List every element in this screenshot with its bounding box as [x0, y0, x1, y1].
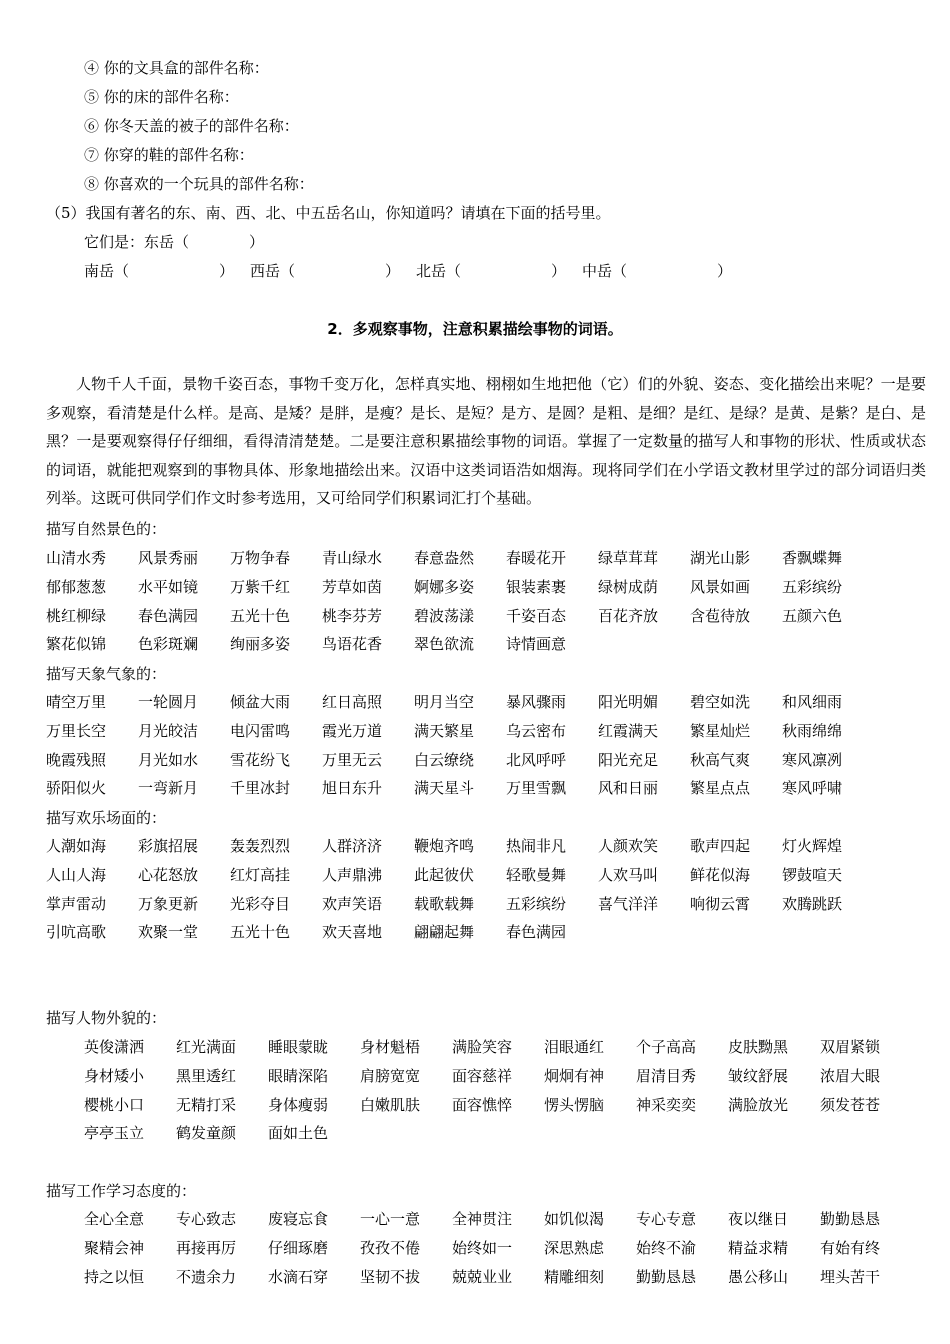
word-item: 繁花似锦: [46, 635, 107, 654]
word-item: 如饥似渴: [544, 1210, 605, 1228]
word-item: 碧波荡漾: [414, 606, 475, 625]
word-row: [84, 1037, 950, 1057]
word-item: 皮肤黝黑: [728, 1038, 789, 1056]
word-item: 山清水秀: [46, 549, 107, 567]
word-item: 桃红柳绿: [46, 606, 107, 625]
word-item: 轻歌曼舞: [506, 865, 567, 884]
word-row: [46, 634, 926, 654]
word-item: 万里长空: [46, 721, 107, 740]
word-item: 热闹非凡: [506, 837, 567, 855]
question-5-line2: [84, 261, 732, 281]
word-item: 五光十色: [230, 606, 291, 625]
word-item: 欢天喜地: [322, 923, 383, 942]
word-item: 响彻云霄: [690, 894, 751, 913]
word-item: 明月当空: [414, 693, 475, 711]
word-item: 不遗余力: [176, 1267, 237, 1286]
word-item: 满天繁星: [414, 721, 475, 740]
word-item: 浓眉大眼: [820, 1066, 881, 1085]
word-item: 愚公移山: [728, 1267, 789, 1286]
word-item: 灯火辉煌: [782, 837, 843, 855]
word-item: 孜孜不倦: [360, 1238, 421, 1257]
word-item: 春意盎然: [414, 549, 475, 567]
question-5-prompt: （5）我国有著名的东、南、西、北、中五岳名山，你知道吗？请填在下面的括号里。: [46, 204, 611, 222]
group-heading: 描写天象气象的：: [46, 665, 167, 683]
word-row: [46, 750, 926, 770]
word-item: 欢声笑语: [322, 894, 383, 913]
word-item: 翠色欲流: [414, 635, 475, 654]
section-title: 2．多观察事物，注意积累描绘事物的词语。: [327, 320, 623, 338]
word-item: 轰轰烈烈: [230, 837, 291, 855]
word-item: 和风细雨: [782, 693, 843, 711]
word-row: [46, 577, 926, 597]
word-item: 满脸放光: [728, 1095, 789, 1114]
word-item: 引吭高歌: [46, 923, 107, 942]
word-item: 银装素裹: [506, 577, 567, 596]
list-item-8: ⑧ 你喜欢的一个玩具的部件名称：: [84, 175, 314, 193]
word-item: 勤勤恳恳: [820, 1210, 881, 1228]
word-row: [84, 1209, 950, 1229]
group-heading: 描写人物外貌的：: [46, 1009, 167, 1027]
word-item: 雪花纷飞: [230, 750, 291, 769]
word-item: 晴空万里: [46, 693, 107, 711]
word-item: 芳草如茵: [322, 577, 383, 596]
word-item: 身材矮小: [84, 1066, 145, 1085]
word-row: [84, 1095, 950, 1115]
word-item: 面如土色: [268, 1124, 329, 1143]
word-item: 秋雨绵绵: [782, 721, 843, 740]
word-row: [46, 865, 926, 885]
word-row: [84, 1123, 950, 1143]
word-row: [46, 836, 926, 856]
word-row: [46, 778, 926, 798]
word-item: 百花齐放: [598, 606, 659, 625]
word-item: 红日高照: [322, 693, 383, 711]
word-item: 湖光山影: [690, 549, 751, 567]
word-item: 青山绿水: [322, 549, 383, 567]
word-row: [46, 606, 926, 626]
list-item-6: ⑥ 你冬天盖的被子的部件名称：: [84, 117, 299, 135]
word-item: 白嫩肌肤: [360, 1095, 421, 1114]
word-item: 水平如镜: [138, 577, 199, 596]
word-item: 五颜六色: [782, 606, 843, 625]
word-item: 埋头苦干: [820, 1267, 881, 1286]
word-item: 炯炯有神: [544, 1066, 605, 1085]
answer-blank-middle: 中岳（ ）: [582, 262, 733, 280]
word-item: 面容慈祥: [452, 1066, 513, 1085]
word-item: 一轮圆月: [138, 693, 199, 711]
word-item: 彩旗招展: [138, 837, 199, 855]
word-item: 愣头愣脑: [544, 1095, 605, 1114]
word-item: 载歌载舞: [414, 894, 475, 913]
word-row: [46, 894, 926, 914]
word-item: 倾盆大雨: [230, 693, 291, 711]
word-item: 满天星斗: [414, 779, 475, 798]
word-item: 人声鼎沸: [322, 865, 383, 884]
word-item: 霞光万道: [322, 721, 383, 740]
word-item: 北风呼呼: [506, 750, 567, 769]
word-item: 仔细琢磨: [268, 1238, 329, 1257]
word-item: 双眉紧锁: [820, 1038, 881, 1056]
word-item: 面容憔悴: [452, 1095, 513, 1114]
word-item: 鹤发童颜: [176, 1124, 237, 1143]
word-item: 红霞满天: [598, 721, 659, 740]
list-item-4: ④ 你的文具盒的部件名称：: [84, 59, 269, 77]
word-item: 月光皎洁: [138, 721, 199, 740]
word-item: 风和日丽: [598, 779, 659, 798]
word-item: 欢聚一堂: [138, 923, 199, 942]
word-item: 精雕细刻: [544, 1267, 605, 1286]
answer-blank-west: 西岳（ ）: [250, 262, 401, 280]
word-item: 含苞待放: [690, 606, 751, 625]
word-item: 樱桃小口: [84, 1095, 145, 1114]
word-item: 旭日东升: [322, 779, 383, 798]
word-item: 春暖花开: [506, 549, 567, 567]
word-item: 有始有终: [820, 1238, 881, 1257]
word-item: 全神贯注: [452, 1210, 513, 1228]
word-item: 人潮如海: [46, 837, 107, 855]
word-item: 掌声雷动: [46, 894, 107, 913]
word-item: 身体瘦弱: [268, 1095, 329, 1114]
word-item: 此起彼伏: [414, 865, 475, 884]
word-item: 神采奕奕: [636, 1095, 697, 1114]
word-item: 万物争春: [230, 549, 291, 567]
word-item: 再接再厉: [176, 1238, 237, 1257]
word-item: 黑里透红: [176, 1066, 237, 1085]
word-item: 绿树成荫: [598, 577, 659, 596]
list-item-7: ⑦ 你穿的鞋的部件名称：: [84, 146, 254, 164]
word-row: [84, 1238, 950, 1258]
word-item: 喜气洋洋: [598, 894, 659, 913]
word-item: 红光满面: [176, 1038, 237, 1056]
word-item: 一弯新月: [138, 779, 199, 798]
word-item: 光彩夺目: [230, 894, 291, 913]
word-item: 专心致志: [176, 1210, 237, 1228]
word-item: 肩膀宽宽: [360, 1066, 421, 1085]
word-item: 香飘蝶舞: [782, 549, 843, 567]
word-item: 鲜花似海: [690, 865, 751, 884]
word-row: [46, 721, 926, 741]
word-item: 阳光明媚: [598, 693, 659, 711]
word-item: 夜以继日: [728, 1210, 789, 1228]
word-item: 乌云密布: [506, 721, 567, 740]
word-item: 晚霞残照: [46, 750, 107, 769]
word-item: 月光如水: [138, 750, 199, 769]
word-item: 英俊潇洒: [84, 1038, 145, 1056]
word-item: 须发苍苍: [820, 1095, 881, 1114]
word-item: 碧空如洗: [690, 693, 751, 711]
group-heading: 描写工作学习态度的：: [46, 1182, 197, 1200]
word-item: 无精打采: [176, 1095, 237, 1114]
word-item: 鸟语花香: [322, 635, 383, 654]
word-item: 眉清目秀: [636, 1066, 697, 1085]
word-item: 绿草茸茸: [598, 549, 659, 567]
word-item: 眼睛深陷: [268, 1066, 329, 1085]
word-item: 郁郁葱葱: [46, 577, 107, 596]
word-item: 废寝忘食: [268, 1210, 329, 1228]
word-item: 骄阳似火: [46, 779, 107, 798]
word-item: 五彩缤纷: [782, 577, 843, 596]
word-item: 电闪雷鸣: [230, 721, 291, 740]
word-item: 始终如一: [452, 1238, 513, 1257]
word-item: 翩翩起舞: [414, 923, 475, 942]
list-item-5: ⑤ 你的床的部件名称：: [84, 88, 239, 106]
word-item: 风景秀丽: [138, 549, 199, 567]
word-item: 人欢马叫: [598, 865, 659, 884]
word-item: 万里雪飘: [506, 779, 567, 798]
word-item: 五彩缤纷: [506, 894, 567, 913]
word-item: 秋高气爽: [690, 750, 751, 769]
word-item: 千姿百态: [506, 606, 567, 625]
word-item: 鞭炮齐鸣: [414, 837, 475, 855]
word-item: 水滴石穿: [268, 1267, 329, 1286]
question-5-line1: 它们是：东岳（ ）: [84, 233, 265, 251]
word-item: 寒风呼啸: [782, 779, 843, 798]
word-item: 精益求精: [728, 1238, 789, 1257]
answer-blank-south: 南岳（ ）: [84, 262, 235, 280]
word-item: 专心专意: [636, 1210, 697, 1228]
word-item: 人群济济: [322, 837, 383, 855]
word-row: [46, 548, 926, 568]
word-item: 深思熟虑: [544, 1238, 605, 1257]
word-item: 万里无云: [322, 750, 383, 769]
word-item: 千里冰封: [230, 779, 291, 798]
intro-paragraph: 人物千人千面，景物千姿百态，事物千变万化，怎样真实地、栩栩如生地把他（它）们的外貌、姿态、变化描绘出来呢？一是要多观察，看清楚是什么样。是高、是矮？是胖，是瘦？是长、是短？是方、是圆？是粗、是细？是红、是绿？是黄、是紫？是白、是黑？一是要观察得仔仔细细，看得清清楚楚。二是要注意积累描绘事物的词语。掌握了一定数量的描写人和事物的形状、性质或状态的词语，就能把观察到的事物具体、形象地描绘出来。汉语中这类词语浩如烟海。现将同学们在小学语文教材里学过的部分词语归类列举。这既可供同学们作文时参考选用，又可给同学们积累词汇打个基础。: [46, 375, 926, 508]
word-item: 诗情画意: [506, 635, 567, 654]
word-item: 春色满园: [506, 923, 567, 942]
word-item: 满脸笑容: [452, 1038, 513, 1056]
word-item: 人山人海: [46, 865, 107, 884]
word-item: 人颜欢笑: [598, 837, 659, 855]
word-item: 春色满园: [138, 606, 199, 625]
word-item: 阳光充足: [598, 750, 659, 769]
word-item: 白云缭绕: [414, 750, 475, 769]
word-item: 婀娜多姿: [414, 577, 475, 596]
word-item: 聚精会神: [84, 1238, 145, 1257]
word-item: 全心全意: [84, 1210, 145, 1228]
word-item: 歌声四起: [690, 837, 751, 855]
group-heading: 描写自然景色的：: [46, 520, 167, 538]
word-item: 锣鼓喧天: [782, 865, 843, 884]
word-item: 万紫千红: [230, 577, 291, 596]
word-item: 色彩斑斓: [138, 635, 199, 654]
word-item: 欢腾跳跃: [782, 894, 843, 913]
word-item: 持之以恒: [84, 1267, 145, 1286]
word-row: [46, 692, 926, 712]
word-item: 个子高高: [636, 1038, 697, 1056]
word-item: 红灯高挂: [230, 865, 291, 884]
word-item: 皱纹舒展: [728, 1066, 789, 1085]
word-item: 心花怒放: [138, 865, 199, 884]
group-heading: 描写欢乐场面的：: [46, 809, 167, 827]
answer-blank-north: 北岳（ ）: [416, 262, 567, 280]
word-item: 一心一意: [360, 1210, 421, 1228]
word-row: [84, 1267, 950, 1287]
word-item: 风景如画: [690, 577, 751, 596]
word-item: 寒风凛冽: [782, 750, 843, 769]
word-row: [46, 922, 926, 942]
word-item: 暴风骤雨: [506, 693, 567, 711]
word-item: 泪眼通红: [544, 1038, 605, 1056]
word-item: 坚韧不拔: [360, 1267, 421, 1286]
word-item: 睡眼蒙眬: [268, 1038, 329, 1056]
word-row: [84, 1066, 950, 1086]
word-item: 繁星灿烂: [690, 721, 751, 740]
word-item: 亭亭玉立: [84, 1124, 145, 1143]
word-item: 身材魁梧: [360, 1038, 421, 1056]
word-item: 兢兢业业: [452, 1267, 513, 1286]
word-item: 万象更新: [138, 894, 199, 913]
word-item: 始终不渝: [636, 1238, 697, 1257]
word-item: 繁星点点: [690, 779, 751, 798]
word-item: 绚丽多姿: [230, 635, 291, 654]
word-item: 桃李芬芳: [322, 606, 383, 625]
word-item: 五光十色: [230, 923, 291, 942]
word-item: 勤勤恳恳: [636, 1267, 697, 1286]
